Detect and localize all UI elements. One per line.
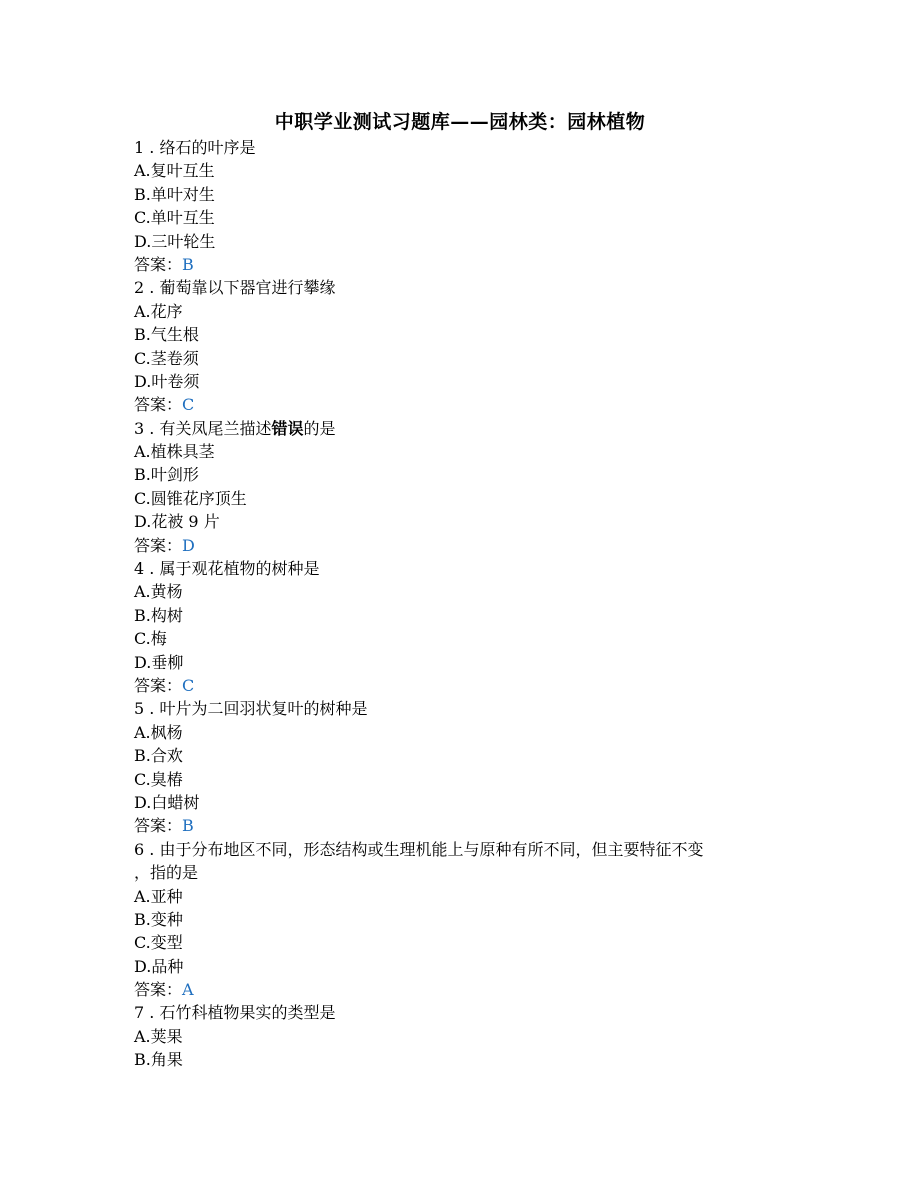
- question-option: A.亚种: [134, 886, 183, 906]
- answer-value: B: [182, 254, 194, 274]
- question-option: B.变种: [134, 909, 183, 929]
- question-stem-text: 3 . 有关凤尾兰描述: [134, 418, 272, 438]
- question-stem: 7 . 石竹科植物果实的类型是: [134, 1003, 336, 1023]
- question-option: B.构树: [134, 605, 183, 625]
- question-list: [134, 136, 794, 1072]
- question-option: D.垂柳: [134, 652, 184, 672]
- document-title: 中职学业测试习题库——园林类：园林植物: [274, 111, 646, 133]
- question-option: D.花被 9 片: [134, 512, 220, 532]
- question-option: A.荚果: [134, 1026, 183, 1046]
- question-option: B.合欢: [134, 746, 183, 766]
- question-option: D.叶卷须: [134, 371, 200, 391]
- question-option: C.圆锥花序顶生: [134, 488, 247, 508]
- question-option: B.叶剑形: [134, 465, 199, 485]
- question-stem: 5 . 叶片为二回羽状复叶的树种是: [134, 699, 368, 719]
- question-stem: 1 . 络石的叶序是: [134, 138, 256, 157]
- question-option: C.茎卷须: [134, 348, 199, 368]
- question-option: A.植株具茎: [134, 442, 215, 462]
- question-option: D.三叶轮生: [134, 231, 216, 251]
- answer-label: 答案：: [134, 535, 183, 555]
- question-stem-continuation: ，指的是: [134, 863, 199, 883]
- question-stem-text: 的是: [303, 418, 336, 438]
- question-stem: 2 . 葡萄靠以下器官进行攀缘: [134, 278, 336, 298]
- answer-line: [134, 674, 794, 697]
- question-option: C.梅: [134, 629, 167, 649]
- question-option: A.复叶互生: [134, 161, 215, 181]
- question-option: D.品种: [134, 956, 184, 976]
- answer-label: 答案：: [134, 816, 183, 836]
- answer-value: B: [182, 816, 194, 836]
- question-stem: 4 . 属于观花植物的树种是: [134, 559, 320, 579]
- question-option: B.角果: [134, 1050, 183, 1070]
- question-option: A.枫杨: [134, 722, 183, 742]
- answer-value: C: [182, 395, 195, 415]
- question-option: D.白蜡树: [134, 792, 200, 812]
- answer-value: C: [182, 675, 195, 695]
- answer-value: A: [182, 980, 194, 1000]
- question-option: C.单叶互生: [134, 208, 215, 228]
- question-stem-emphasis: 错误: [271, 418, 304, 438]
- question-option: A.黄杨: [134, 582, 183, 602]
- question-stem: [134, 417, 794, 440]
- answer-line: [134, 534, 794, 557]
- answer-line: [134, 253, 794, 276]
- answer-line: [134, 978, 794, 1001]
- answer-label: 答案：: [134, 980, 183, 1000]
- question-option: C.臭椿: [134, 769, 183, 789]
- answer-line: [134, 393, 794, 416]
- question-stem: 6 . 由于分布地区不同，形态结构或生理机能上与原种有所不同，但主要特征不变: [134, 839, 704, 859]
- question-option: B.气生根: [134, 325, 199, 345]
- answer-line: [134, 814, 794, 837]
- answer-label: 答案：: [134, 395, 183, 415]
- answer-label: 答案：: [134, 254, 183, 274]
- question-option: C.变型: [134, 933, 183, 953]
- answer-value: D: [182, 535, 195, 555]
- question-option: B.单叶对生: [134, 184, 215, 204]
- question-option: A.花序: [134, 301, 183, 321]
- answer-label: 答案：: [134, 675, 183, 695]
